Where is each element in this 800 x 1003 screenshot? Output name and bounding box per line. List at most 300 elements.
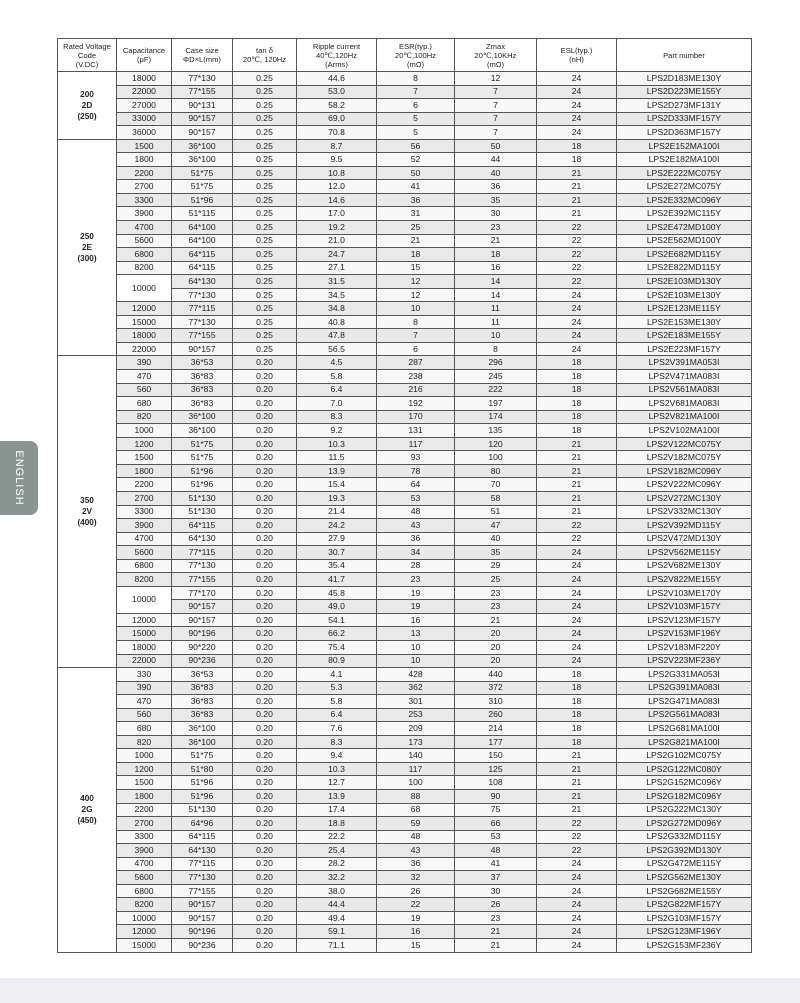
esr-cell: 50 xyxy=(377,166,455,180)
esl-cell: 18 xyxy=(537,397,617,411)
part-number-cell: LPS2E153ME130Y xyxy=(617,315,752,329)
table-row xyxy=(58,275,752,289)
table-row xyxy=(58,627,752,641)
ripple-current-cell: 38.0 xyxy=(297,884,377,898)
part-number-cell: LPS2V471MA083I xyxy=(617,370,752,384)
capacitance-cell: 8200 xyxy=(117,261,172,275)
case-size-cell: 51*96 xyxy=(172,464,233,478)
capacitance-cell: 10000 xyxy=(117,586,172,613)
case-size-cell: 51*96 xyxy=(172,776,233,790)
esr-cell: 10 xyxy=(377,654,455,668)
ripple-current-cell: 7.6 xyxy=(297,722,377,736)
table-row xyxy=(58,329,752,343)
part-number-cell: LPS2V391MA053I xyxy=(617,356,752,370)
zmax-cell: 7 xyxy=(455,85,537,99)
zmax-cell: 50 xyxy=(455,139,537,153)
zmax-cell: 21 xyxy=(455,234,537,248)
esl-cell: 24 xyxy=(537,911,617,925)
esl-cell: 18 xyxy=(537,424,617,438)
table-row xyxy=(58,410,752,424)
capacitance-cell: 5600 xyxy=(117,871,172,885)
part-number-cell: LPS2G222MC130Y xyxy=(617,803,752,817)
capacitance-cell: 1200 xyxy=(117,762,172,776)
case-size-cell: 51*75 xyxy=(172,451,233,465)
zmax-cell: 58 xyxy=(455,491,537,505)
tan-delta-cell: 0.20 xyxy=(233,410,297,424)
esl-cell: 18 xyxy=(537,722,617,736)
zmax-cell: 35 xyxy=(455,546,537,560)
capacitance-cell: 680 xyxy=(117,722,172,736)
ripple-current-cell: 25.4 xyxy=(297,844,377,858)
header-cell: ESL(typ.) (nH) xyxy=(537,39,617,72)
ripple-current-cell: 69.0 xyxy=(297,112,377,126)
tan-delta-cell: 0.25 xyxy=(233,207,297,221)
zmax-cell: 23 xyxy=(455,586,537,600)
ripple-current-cell: 8.7 xyxy=(297,139,377,153)
case-size-cell: 64*100 xyxy=(172,221,233,235)
tan-delta-cell: 0.20 xyxy=(233,532,297,546)
esl-cell: 24 xyxy=(537,586,617,600)
page-footer-band xyxy=(0,978,800,1003)
capacitance-cell: 3900 xyxy=(117,844,172,858)
ripple-current-cell: 54.1 xyxy=(297,613,377,627)
zmax-cell: 214 xyxy=(455,722,537,736)
esr-cell: 88 xyxy=(377,789,455,803)
esl-cell: 18 xyxy=(537,139,617,153)
esl-cell: 18 xyxy=(537,735,617,749)
capacitance-cell: 15000 xyxy=(117,627,172,641)
esr-cell: 32 xyxy=(377,871,455,885)
esr-cell: 21 xyxy=(377,234,455,248)
esl-cell: 24 xyxy=(537,640,617,654)
part-number-cell: LPS2G182MC096Y xyxy=(617,789,752,803)
capacitance-cell: 560 xyxy=(117,383,172,397)
capacitance-cell: 15000 xyxy=(117,939,172,953)
tan-delta-cell: 0.20 xyxy=(233,762,297,776)
ripple-current-cell: 17.0 xyxy=(297,207,377,221)
case-size-cell: 51*130 xyxy=(172,491,233,505)
ripple-current-cell: 56.5 xyxy=(297,342,377,356)
table-row xyxy=(58,681,752,695)
ripple-current-cell: 71.1 xyxy=(297,939,377,953)
tan-delta-cell: 0.20 xyxy=(233,600,297,614)
esl-cell: 22 xyxy=(537,234,617,248)
table-row xyxy=(58,166,752,180)
ripple-current-cell: 5.8 xyxy=(297,370,377,384)
capacitance-cell: 8200 xyxy=(117,573,172,587)
zmax-cell: 372 xyxy=(455,681,537,695)
zmax-cell: 135 xyxy=(455,424,537,438)
ripple-current-cell: 30.7 xyxy=(297,546,377,560)
zmax-cell: 174 xyxy=(455,410,537,424)
capacitance-cell: 2200 xyxy=(117,166,172,180)
table-row xyxy=(58,830,752,844)
ripple-current-cell: 5.8 xyxy=(297,695,377,709)
table-row xyxy=(58,925,752,939)
ripple-current-cell: 47.8 xyxy=(297,329,377,343)
esl-cell: 18 xyxy=(537,153,617,167)
tan-delta-cell: 0.20 xyxy=(233,911,297,925)
zmax-cell: 120 xyxy=(455,437,537,451)
tan-delta-cell: 0.25 xyxy=(233,275,297,289)
zmax-cell: 100 xyxy=(455,451,537,465)
esl-cell: 24 xyxy=(537,288,617,302)
table-row xyxy=(58,491,752,505)
capacitance-cell: 6800 xyxy=(117,248,172,262)
esr-cell: 43 xyxy=(377,519,455,533)
part-number-cell: LPS2G561MA083I xyxy=(617,708,752,722)
esr-cell: 5 xyxy=(377,112,455,126)
part-number-cell: LPS2V102MA100I xyxy=(617,424,752,438)
tan-delta-cell: 0.25 xyxy=(233,126,297,140)
tan-delta-cell: 0.25 xyxy=(233,342,297,356)
capacitance-cell: 2700 xyxy=(117,491,172,505)
zmax-cell: 12 xyxy=(455,72,537,86)
ripple-current-cell: 24.2 xyxy=(297,519,377,533)
table-row xyxy=(58,559,752,573)
esl-cell: 21 xyxy=(537,207,617,221)
case-size-cell: 77*130 xyxy=(172,871,233,885)
zmax-cell: 35 xyxy=(455,193,537,207)
part-number-cell: LPS2V821MA100I xyxy=(617,410,752,424)
table-row xyxy=(58,654,752,668)
case-size-cell: 51*96 xyxy=(172,789,233,803)
tan-delta-cell: 0.25 xyxy=(233,248,297,262)
table-row xyxy=(58,99,752,113)
case-size-cell: 36*100 xyxy=(172,410,233,424)
tan-delta-cell: 0.20 xyxy=(233,695,297,709)
case-size-cell: 64*130 xyxy=(172,275,233,289)
table-row xyxy=(58,180,752,194)
ripple-current-cell: 34.5 xyxy=(297,288,377,302)
part-number-cell: LPS2E682MD115Y xyxy=(617,248,752,262)
part-number-cell: LPS2V562ME115Y xyxy=(617,546,752,560)
table-row xyxy=(58,193,752,207)
tan-delta-cell: 0.25 xyxy=(233,221,297,235)
table-row xyxy=(58,844,752,858)
esl-cell: 21 xyxy=(537,451,617,465)
ripple-current-cell: 6.4 xyxy=(297,383,377,397)
header-cell: Capacitance (μF) xyxy=(117,39,172,72)
tan-delta-cell: 0.20 xyxy=(233,830,297,844)
esl-cell: 24 xyxy=(537,112,617,126)
esl-cell: 21 xyxy=(537,464,617,478)
zmax-cell: 23 xyxy=(455,911,537,925)
rated-voltage-cell: 400 2G (450) xyxy=(58,668,117,952)
case-size-cell: 36*100 xyxy=(172,153,233,167)
case-size-cell: 51*130 xyxy=(172,505,233,519)
zmax-cell: 21 xyxy=(455,939,537,953)
esl-cell: 21 xyxy=(537,166,617,180)
table-row xyxy=(58,356,752,370)
capacitance-cell: 10000 xyxy=(117,911,172,925)
tan-delta-cell: 0.20 xyxy=(233,817,297,831)
table-row xyxy=(58,519,752,533)
zmax-cell: 222 xyxy=(455,383,537,397)
zmax-cell: 40 xyxy=(455,532,537,546)
header-cell: Case size ΦD×L(mm) xyxy=(172,39,233,72)
ripple-current-cell: 17.4 xyxy=(297,803,377,817)
part-number-cell: LPS2V682ME130Y xyxy=(617,559,752,573)
ripple-current-cell: 27.1 xyxy=(297,261,377,275)
table-row xyxy=(58,735,752,749)
esr-cell: 216 xyxy=(377,383,455,397)
esl-cell: 22 xyxy=(537,830,617,844)
esl-cell: 18 xyxy=(537,383,617,397)
zmax-cell: 310 xyxy=(455,695,537,709)
zmax-cell: 90 xyxy=(455,789,537,803)
ripple-current-cell: 19.3 xyxy=(297,491,377,505)
case-size-cell: 90*196 xyxy=(172,925,233,939)
esl-cell: 24 xyxy=(537,857,617,871)
ripple-current-cell: 10.3 xyxy=(297,762,377,776)
zmax-cell: 11 xyxy=(455,302,537,316)
part-number-cell: LPS2G471MA083I xyxy=(617,695,752,709)
capacitance-cell: 820 xyxy=(117,410,172,424)
tan-delta-cell: 0.20 xyxy=(233,654,297,668)
case-size-cell: 77*130 xyxy=(172,315,233,329)
table-row xyxy=(58,939,752,953)
zmax-cell: 51 xyxy=(455,505,537,519)
ripple-current-cell: 58.2 xyxy=(297,99,377,113)
case-size-cell: 64*130 xyxy=(172,844,233,858)
esr-cell: 253 xyxy=(377,708,455,722)
tan-delta-cell: 0.20 xyxy=(233,925,297,939)
case-size-cell: 64*96 xyxy=(172,817,233,831)
table-row xyxy=(58,424,752,438)
part-number-cell: LPS2V183MF220Y xyxy=(617,640,752,654)
table-row xyxy=(58,397,752,411)
esr-cell: 10 xyxy=(377,302,455,316)
ripple-current-cell: 4.1 xyxy=(297,668,377,682)
table-row xyxy=(58,302,752,316)
case-size-cell: 36*53 xyxy=(172,356,233,370)
capacitance-cell: 5600 xyxy=(117,546,172,560)
tan-delta-cell: 0.20 xyxy=(233,884,297,898)
rated-voltage-cell: 200 2D (250) xyxy=(58,72,117,140)
zmax-cell: 7 xyxy=(455,99,537,113)
ripple-current-cell: 13.9 xyxy=(297,789,377,803)
tan-delta-cell: 0.20 xyxy=(233,437,297,451)
esr-cell: 117 xyxy=(377,762,455,776)
esl-cell: 22 xyxy=(537,844,617,858)
ripple-current-cell: 4.5 xyxy=(297,356,377,370)
capacitance-cell: 820 xyxy=(117,735,172,749)
table-body xyxy=(58,72,752,953)
esl-cell: 22 xyxy=(537,532,617,546)
tan-delta-cell: 0.20 xyxy=(233,546,297,560)
zmax-cell: 8 xyxy=(455,342,537,356)
esl-cell: 24 xyxy=(537,627,617,641)
part-number-cell: LPS2G103MF157Y xyxy=(617,911,752,925)
part-number-cell: LPS2V182MC075Y xyxy=(617,451,752,465)
esl-cell: 24 xyxy=(537,884,617,898)
zmax-cell: 37 xyxy=(455,871,537,885)
tan-delta-cell: 0.20 xyxy=(233,939,297,953)
esl-cell: 24 xyxy=(537,871,617,885)
case-size-cell: 36*83 xyxy=(172,397,233,411)
ripple-current-cell: 7.0 xyxy=(297,397,377,411)
esr-cell: 209 xyxy=(377,722,455,736)
table-row xyxy=(58,451,752,465)
esl-cell: 21 xyxy=(537,749,617,763)
part-number-cell: LPS2V122MC075Y xyxy=(617,437,752,451)
esr-cell: 13 xyxy=(377,627,455,641)
esr-cell: 28 xyxy=(377,559,455,573)
zmax-cell: 21 xyxy=(455,925,537,939)
capacitance-cell: 3900 xyxy=(117,207,172,221)
ripple-current-cell: 49.0 xyxy=(297,600,377,614)
ripple-current-cell: 35.4 xyxy=(297,559,377,573)
zmax-cell: 23 xyxy=(455,600,537,614)
table-row xyxy=(58,884,752,898)
esr-cell: 19 xyxy=(377,911,455,925)
esl-cell: 24 xyxy=(537,302,617,316)
zmax-cell: 30 xyxy=(455,207,537,221)
capacitance-cell: 330 xyxy=(117,668,172,682)
table-row xyxy=(58,126,752,140)
capacitance-cell: 1000 xyxy=(117,749,172,763)
esr-cell: 117 xyxy=(377,437,455,451)
part-number-cell: LPS2E123ME115Y xyxy=(617,302,752,316)
case-size-cell: 90*157 xyxy=(172,898,233,912)
table-row xyxy=(58,437,752,451)
capacitance-cell: 680 xyxy=(117,397,172,411)
part-number-cell: LPS2V272MC130Y xyxy=(617,491,752,505)
zmax-cell: 66 xyxy=(455,817,537,831)
case-size-cell: 77*170 xyxy=(172,586,233,600)
language-tab[interactable] xyxy=(0,441,38,515)
part-number-cell: LPS2G821MA100I xyxy=(617,735,752,749)
table-row xyxy=(58,139,752,153)
part-number-cell: LPS2V392MD115Y xyxy=(617,519,752,533)
esr-cell: 170 xyxy=(377,410,455,424)
esr-cell: 34 xyxy=(377,546,455,560)
ripple-current-cell: 66.2 xyxy=(297,627,377,641)
part-number-cell: LPS2G331MA053I xyxy=(617,668,752,682)
zmax-cell: 11 xyxy=(455,315,537,329)
case-size-cell: 51*80 xyxy=(172,762,233,776)
capacitance-cell: 6800 xyxy=(117,559,172,573)
capacitance-cell: 12000 xyxy=(117,613,172,627)
part-number-cell: LPS2D183ME130Y xyxy=(617,72,752,86)
case-size-cell: 77*155 xyxy=(172,884,233,898)
zmax-cell: 14 xyxy=(455,288,537,302)
tan-delta-cell: 0.25 xyxy=(233,302,297,316)
esr-cell: 15 xyxy=(377,939,455,953)
part-number-cell: LPS2V182MC096Y xyxy=(617,464,752,478)
esr-cell: 12 xyxy=(377,288,455,302)
tan-delta-cell: 0.20 xyxy=(233,722,297,736)
tan-delta-cell: 0.20 xyxy=(233,640,297,654)
ripple-current-cell: 40.8 xyxy=(297,315,377,329)
rated-voltage-cell: 250 2E (300) xyxy=(58,139,117,356)
part-number-cell: LPS2G472ME115Y xyxy=(617,857,752,871)
part-number-cell: LPS2V472MD130Y xyxy=(617,532,752,546)
part-number-cell: LPS2G272MD096Y xyxy=(617,817,752,831)
zmax-cell: 48 xyxy=(455,844,537,858)
tan-delta-cell: 0.25 xyxy=(233,112,297,126)
zmax-cell: 14 xyxy=(455,275,537,289)
ripple-current-cell: 70.8 xyxy=(297,126,377,140)
zmax-cell: 47 xyxy=(455,519,537,533)
table-row xyxy=(58,911,752,925)
esr-cell: 5 xyxy=(377,126,455,140)
zmax-cell: 108 xyxy=(455,776,537,790)
capacitance-cell: 2200 xyxy=(117,803,172,817)
table-row xyxy=(58,789,752,803)
esl-cell: 22 xyxy=(537,248,617,262)
esr-cell: 59 xyxy=(377,817,455,831)
part-number-cell: LPS2V153MF196Y xyxy=(617,627,752,641)
tan-delta-cell: 0.20 xyxy=(233,668,297,682)
esr-cell: 16 xyxy=(377,613,455,627)
zmax-cell: 70 xyxy=(455,478,537,492)
esl-cell: 18 xyxy=(537,410,617,424)
part-number-cell: LPS2G152MC096Y xyxy=(617,776,752,790)
esr-cell: 48 xyxy=(377,830,455,844)
capacitance-cell: 4700 xyxy=(117,857,172,871)
ripple-current-cell: 5.3 xyxy=(297,681,377,695)
ripple-current-cell: 31.5 xyxy=(297,275,377,289)
ripple-current-cell: 8.3 xyxy=(297,410,377,424)
capacitance-cell: 1200 xyxy=(117,437,172,451)
esl-cell: 21 xyxy=(537,180,617,194)
capacitance-cell: 1500 xyxy=(117,139,172,153)
zmax-cell: 29 xyxy=(455,559,537,573)
case-size-cell: 51*96 xyxy=(172,478,233,492)
esl-cell: 21 xyxy=(537,478,617,492)
zmax-cell: 26 xyxy=(455,898,537,912)
ripple-current-cell: 19.2 xyxy=(297,221,377,235)
esr-cell: 41 xyxy=(377,180,455,194)
esl-cell: 24 xyxy=(537,600,617,614)
tan-delta-cell: 0.20 xyxy=(233,559,297,573)
case-size-cell: 64*115 xyxy=(172,261,233,275)
table-row xyxy=(58,586,752,600)
ripple-current-cell: 9.5 xyxy=(297,153,377,167)
esl-cell: 18 xyxy=(537,370,617,384)
header-cell: Zmax 20℃,10KHz (mΩ) xyxy=(455,39,537,72)
ripple-current-cell: 6.4 xyxy=(297,708,377,722)
part-number-cell: LPS2E332MC096Y xyxy=(617,193,752,207)
part-number-cell: LPS2G562ME130Y xyxy=(617,871,752,885)
capacitance-cell: 5600 xyxy=(117,234,172,248)
esl-cell: 24 xyxy=(537,939,617,953)
capacitance-cell: 12000 xyxy=(117,925,172,939)
esl-cell: 18 xyxy=(537,708,617,722)
part-number-cell: LPS2V822ME155Y xyxy=(617,573,752,587)
case-size-cell: 51*75 xyxy=(172,437,233,451)
case-size-cell: 77*115 xyxy=(172,302,233,316)
esr-cell: 22 xyxy=(377,898,455,912)
case-size-cell: 77*115 xyxy=(172,546,233,560)
tan-delta-cell: 0.25 xyxy=(233,85,297,99)
tan-delta-cell: 0.20 xyxy=(233,519,297,533)
zmax-cell: 44 xyxy=(455,153,537,167)
zmax-cell: 20 xyxy=(455,654,537,668)
esl-cell: 24 xyxy=(537,99,617,113)
table-row xyxy=(58,817,752,831)
table-row xyxy=(58,640,752,654)
part-number-cell: LPS2E182MA100I xyxy=(617,153,752,167)
esl-cell: 24 xyxy=(537,342,617,356)
capacitance-cell: 33000 xyxy=(117,112,172,126)
part-number-cell: LPS2D363MF157Y xyxy=(617,126,752,140)
esr-cell: 36 xyxy=(377,857,455,871)
tan-delta-cell: 0.20 xyxy=(233,370,297,384)
zmax-cell: 41 xyxy=(455,857,537,871)
